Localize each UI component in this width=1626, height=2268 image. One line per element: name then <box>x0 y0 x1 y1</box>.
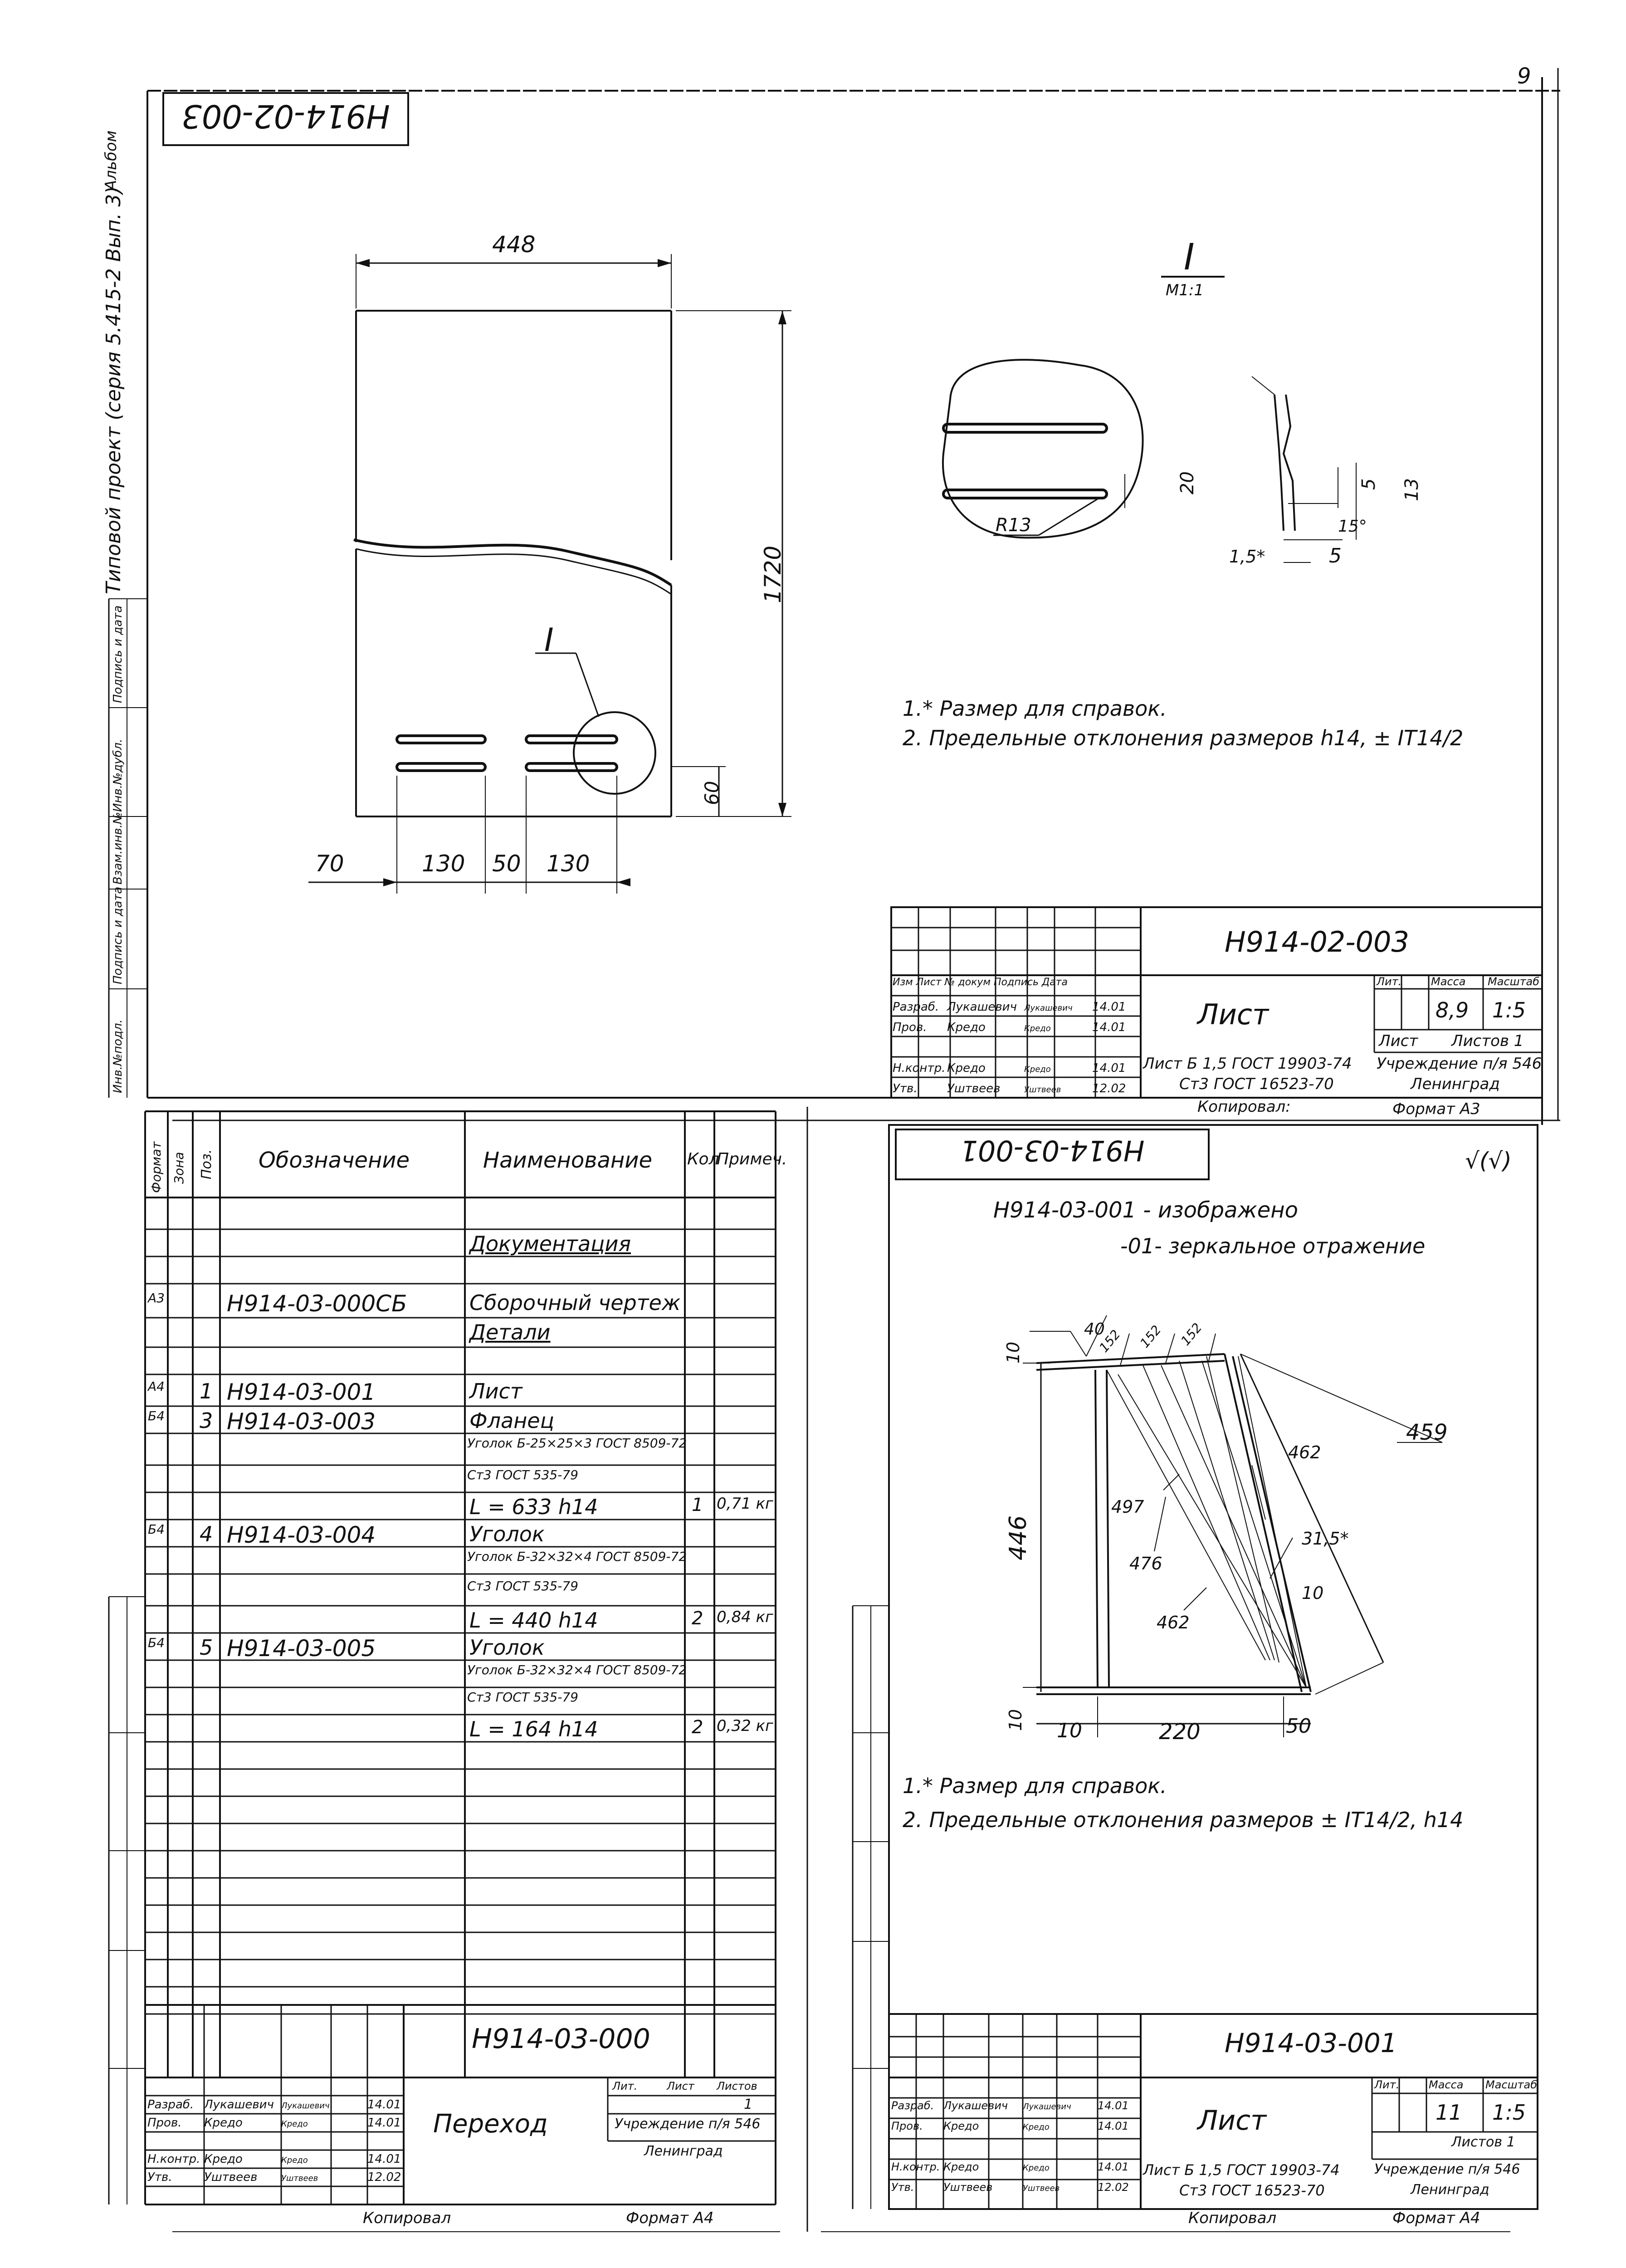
sheet3-stamp-code: Н914-03-001 <box>1225 2028 1397 2058</box>
spec-cell-fmt: Б4 <box>148 1635 165 1650</box>
spec-stamp-name: Переход <box>433 2109 548 2139</box>
spec-org-1: Учреждение п/я 546 <box>615 2116 761 2132</box>
detail-dim-5a: 5 <box>1358 478 1379 490</box>
sheet3-scale: 1:5 <box>1492 2100 1526 2125</box>
massa: Масса <box>1431 975 1466 988</box>
stamp-role: Разраб. <box>893 1000 939 1014</box>
spec-cell-qty: 1 <box>692 1495 703 1515</box>
spec-stamp-code: Н914-03-000 <box>472 2023 650 2055</box>
dim-130a: 130 <box>422 850 465 877</box>
spec-cell-code: Н914-03-003 <box>227 1408 376 1435</box>
dim-462a: 462 <box>1288 1442 1321 1462</box>
sheet1-note-2: 2. Предельные отклонения размеров h14, ± IT14/2 <box>903 726 1464 750</box>
stamp-person: Кредо <box>204 2152 243 2166</box>
stamp-person: Лукашевич <box>947 1000 1017 1014</box>
stamp-date: 14.01 <box>1092 1000 1126 1014</box>
stamp-sign: Кредо <box>1024 1065 1051 1074</box>
stamp-date: 14.01 <box>1098 2160 1129 2173</box>
sheet1-stamp-code: Н914-02-003 <box>1225 925 1409 958</box>
spec-cell-pos: 5 <box>200 1635 213 1660</box>
sheet1-sheet: Лист <box>1379 1032 1418 1050</box>
spec-org-2: Ленинград <box>644 2143 723 2159</box>
spec-cell-code: Н914-03-004 <box>227 1522 376 1548</box>
stamp-person: Лукашевич <box>943 2099 1008 2112</box>
stamp-sign: Лукашевич <box>1024 1003 1073 1013</box>
stamp-date: 14.01 <box>367 2098 401 2112</box>
hdr-izm: Изм <box>893 977 913 988</box>
stamp-role: Утв. <box>891 2181 914 2194</box>
sheet3-material-1: Лист Б 1,5 ГОСТ 19903-74 <box>1143 2161 1340 2179</box>
sheet1-material-2: Ст3 ГОСТ 16523-70 <box>1179 1075 1334 1093</box>
dim-476: 476 <box>1129 1554 1162 1574</box>
dim-497: 497 <box>1111 1497 1144 1517</box>
stamp-sign: Лукашевич <box>1023 2102 1071 2112</box>
masshtab: Масштаб <box>1488 975 1540 988</box>
spec-cell-name: Уголок <box>469 1522 545 1546</box>
spec-cell-pos: 1 <box>200 1379 213 1403</box>
lit: Лит. <box>1374 2078 1400 2091</box>
detail-label: I <box>1184 236 1195 278</box>
dim-60: 60 <box>701 781 723 805</box>
sheet1-org-2: Ленинград <box>1411 1075 1500 1093</box>
spec-cell-pos: 4 <box>200 1522 213 1546</box>
spec-hdr-qty: Кол <box>687 1150 719 1168</box>
stamp-date: 12.02 <box>1098 2181 1129 2194</box>
stamp-person: Кредо <box>204 2116 243 2130</box>
stamp-person: Уштвеев <box>943 2181 993 2194</box>
spec-format: Формат А4 <box>626 2209 714 2227</box>
spec-cell-name: Фланец <box>469 1408 554 1433</box>
spec-cell-name: L = 164 h14 <box>469 1717 598 1741</box>
dim-50r: 50 <box>1286 1715 1311 1738</box>
sheet1-org-1: Учреждение п/я 546 <box>1377 1055 1542 1073</box>
stamp-sign: Кредо <box>1024 1024 1051 1033</box>
stamp-row <box>891 2160 1129 2173</box>
detail-dim-20: 20 <box>1177 471 1198 494</box>
spec-cell-code: Н914-03-000СБ <box>227 1290 407 1317</box>
sheet3-header-note-1: Н914-03-001 - изображено <box>993 1198 1298 1223</box>
sheet3-lit-hdr <box>1374 2078 1537 2091</box>
spec-hdr-pos: Поз. <box>199 1149 215 1179</box>
stamp-sign: Кредо <box>1023 2122 1050 2132</box>
spec-cell-name: Ст3 ГОСТ 535-79 <box>467 1467 578 1482</box>
stamp-date: 14.01 <box>1092 1061 1126 1075</box>
dim-10d: 10 <box>1057 1719 1082 1742</box>
spec-cell-name: Уголок Б-25×25×3 ГОСТ 8509-72 <box>467 1436 687 1451</box>
stamp-sign: Лукашевич <box>281 2101 330 2111</box>
dim-448: 448 <box>492 231 536 258</box>
dim-459: 459 <box>1406 1420 1448 1445</box>
spec-sheets: 1 <box>744 2097 753 2112</box>
sheet3-org-2: Ленинград <box>1411 2182 1489 2198</box>
sheet3-org-1: Учреждение п/я 546 <box>1374 2161 1520 2177</box>
spec-cell-qty: 2 <box>692 1608 703 1629</box>
stamp-role: Утв. <box>893 1082 918 1095</box>
spec-cell-fmt: Б4 <box>148 1522 165 1537</box>
stamp-date: 14.01 <box>367 2116 401 2130</box>
list: Лист <box>667 2080 694 2092</box>
stamp-date: 14.01 <box>1098 2099 1129 2112</box>
detail-scale: M1:1 <box>1166 281 1204 299</box>
lit: Лит. <box>612 2080 638 2092</box>
spec-hdr-format: Формат <box>149 1141 164 1193</box>
spec-cell-note: 0,84 кг <box>717 1608 773 1626</box>
sheet3-material-2: Ст3 ГОСТ 16523-70 <box>1179 2182 1325 2199</box>
spec-cell-name: Детали <box>469 1320 551 1344</box>
hdr-podpis: Подпись <box>993 977 1039 988</box>
stamp-date: 14.01 <box>1098 2120 1129 2132</box>
sheet1-stamp-name: Лист <box>1197 998 1269 1031</box>
detail-dim-13: 13 <box>1401 478 1422 501</box>
hdr-list: Лист <box>916 977 942 988</box>
stamp-person: Кредо <box>943 2160 979 2173</box>
spec-cell-pos: 3 <box>200 1408 213 1433</box>
stamp-sign: Уштвеев <box>1023 2184 1060 2193</box>
stamp-row <box>891 2120 1129 2132</box>
sheet3-rotated-code: Н914-03-001 <box>960 1134 1145 1167</box>
hdr-data: Дата <box>1041 977 1068 988</box>
spec-cell-name: Ст3 ГОСТ 535-79 <box>467 1579 578 1593</box>
stamp-person: Кредо <box>947 1061 986 1075</box>
sheet3-note-1: 1.* Размер для справок. <box>903 1774 1167 1798</box>
side-cell-3: Взам.инв.№ <box>111 812 125 885</box>
spec-cell-fmt: А3 <box>148 1290 165 1305</box>
lit: Лит. <box>1377 975 1402 988</box>
massa: Масса <box>1429 2078 1464 2091</box>
stamp-sign: Кредо <box>1023 2163 1050 2173</box>
stamp-role: Пров. <box>891 2120 923 2132</box>
spec-cell-code: Н914-03-005 <box>227 1635 376 1662</box>
spec-cell-name: L = 440 h14 <box>469 1608 598 1633</box>
sheet3-sheets: Листов 1 <box>1451 2134 1515 2150</box>
stamp-role: Н.контр. <box>891 2160 940 2173</box>
callout-label: I <box>544 621 554 659</box>
spec-cell-name: Уголок Б-32×32×4 ГОСТ 8509-72 <box>467 1662 687 1677</box>
sheet1-rotated-code: Н914-02-003 <box>181 98 390 135</box>
detail-dim-r13: R13 <box>996 515 1031 536</box>
dim-1720: 1720 <box>760 545 786 603</box>
spec-cell-fmt: Б4 <box>148 1408 165 1423</box>
stamp-person: Кредо <box>947 1021 986 1034</box>
side-project: Типовой проект (серия 5.415-2 Вып. 3) <box>102 186 125 594</box>
dim-446: 446 <box>1005 1515 1032 1560</box>
stamp-person: Уштвеев <box>204 2170 258 2184</box>
spec-cell-name: L = 633 h14 <box>469 1495 598 1519</box>
spec-cell-name: Уголок Б-32×32×4 ГОСТ 8509-72 <box>467 1549 687 1564</box>
stamp-row <box>891 2099 1129 2112</box>
sheet3-stamp-name: Лист <box>1197 2105 1267 2136</box>
spec-cell-fmt: А4 <box>148 1379 165 1394</box>
stamp-date: 14.01 <box>367 2152 401 2166</box>
spec-cell-name: Документация <box>469 1232 631 1256</box>
spec-cell-note: 0,71 кг <box>717 1495 773 1513</box>
sheet3-copied: Копировал <box>1188 2209 1277 2227</box>
side-cell-4: Инв.№дубл. <box>111 738 125 812</box>
spec-hdr-name: Наименование <box>483 1148 653 1173</box>
spec-cell-name: Уголок <box>469 1635 545 1660</box>
masshtab: Масштаб <box>1485 2078 1538 2091</box>
stamp-person: Кредо <box>943 2120 979 2132</box>
stamp-sign: Уштвеев <box>1024 1085 1061 1095</box>
sheet3-note-2: 2. Предельные отклонения размеров ± IT14/2, h14 <box>903 1808 1464 1832</box>
dim-152b: 152 <box>1137 1322 1164 1351</box>
dim-220: 220 <box>1159 1719 1201 1745</box>
dim-40: 40 <box>1084 1320 1105 1339</box>
stamp-row <box>891 2181 1129 2194</box>
stamp-role: Разраб. <box>147 2098 194 2112</box>
stamp-sign: Кредо <box>281 2156 308 2165</box>
stamp-date: 12.02 <box>1092 1082 1126 1095</box>
spec-cell-note: 0,32 кг <box>717 1717 773 1735</box>
spec-copied: Копировал <box>363 2209 451 2227</box>
stamp-role: Разраб. <box>891 2099 934 2112</box>
hdr-dokum: № докум <box>944 977 991 988</box>
dim-315: 31,5* <box>1302 1529 1349 1549</box>
stamp-sign: Кредо <box>281 2119 308 2129</box>
sheet1-copied: Копировал: <box>1197 1098 1291 1116</box>
detail-dim-15: 15° <box>1338 517 1367 536</box>
stamp-date: 14.01 <box>1092 1021 1126 1034</box>
sheet1-material-1: Лист Б 1,5 ГОСТ 19903-74 <box>1143 1055 1352 1073</box>
sheet1-sheets: Листов 1 <box>1451 1032 1524 1050</box>
spec-hdr-note: Примеч. <box>717 1150 787 1168</box>
spec-hdr-code: Обозначение <box>259 1148 410 1173</box>
dim-10a: 10 <box>1003 1341 1024 1364</box>
stamp-date: 12.02 <box>367 2170 401 2184</box>
dim-10b: 10 <box>1302 1583 1324 1603</box>
listov: Листов <box>717 2080 757 2092</box>
dim-70: 70 <box>315 850 344 877</box>
stamp-role: Пров. <box>147 2116 182 2130</box>
sheet3-mass: 11 <box>1436 2100 1462 2125</box>
sheet1-format: Формат А3 <box>1392 1100 1480 1118</box>
spec-cell-name: Лист <box>469 1379 522 1403</box>
dim-462b: 462 <box>1157 1613 1190 1633</box>
detail-dim-15s: 1,5* <box>1229 547 1265 567</box>
spec-cell-name: Сборочный чертеж <box>469 1290 681 1315</box>
spec-cell-qty: 2 <box>692 1717 703 1738</box>
stamp-role: Утв. <box>147 2170 172 2184</box>
page-number: 9 <box>1517 64 1531 89</box>
side-cell-2: Подпись и дата <box>111 886 125 984</box>
spec-cell-code: Н914-03-001 <box>227 1379 376 1405</box>
stamp-person: Уштвеев <box>947 1082 1001 1095</box>
side-note: Альбом <box>102 130 120 191</box>
stamp-role: Пров. <box>893 1021 927 1034</box>
side-cell-1: Инв.№подл. <box>111 1019 125 1093</box>
spec-hdr-zone: Зона <box>171 1152 186 1184</box>
dim-152a: 152 <box>1096 1327 1123 1355</box>
spec-cell-name: Ст3 ГОСТ 535-79 <box>467 1690 578 1705</box>
dim-130b: 130 <box>547 850 590 877</box>
detail-dim-5b: 5 <box>1329 544 1342 567</box>
dim-10c: 10 <box>1006 1709 1026 1731</box>
stamp-sign: Уштвеев <box>281 2174 318 2183</box>
stamp-role: Н.контр. <box>147 2152 200 2166</box>
dim-50: 50 <box>492 850 521 877</box>
stamp-role: Н.контр. <box>893 1061 946 1075</box>
sheet3-header-note-2: -01- зеркальное отражение <box>1120 1234 1426 1258</box>
sheet3-format: Формат А4 <box>1392 2209 1480 2227</box>
dim-152c: 152 <box>1177 1320 1205 1349</box>
sheet1-mass: 8,9 <box>1436 998 1469 1022</box>
side-cell-5: Подпись и дата <box>111 605 125 703</box>
sheet1-note-1: 1.* Размер для справок. <box>903 696 1167 721</box>
sheet1-scale: 1:5 <box>1492 998 1526 1022</box>
roughness-mark: √(√) <box>1465 1148 1512 1174</box>
stamp-person: Лукашевич <box>204 2098 274 2112</box>
